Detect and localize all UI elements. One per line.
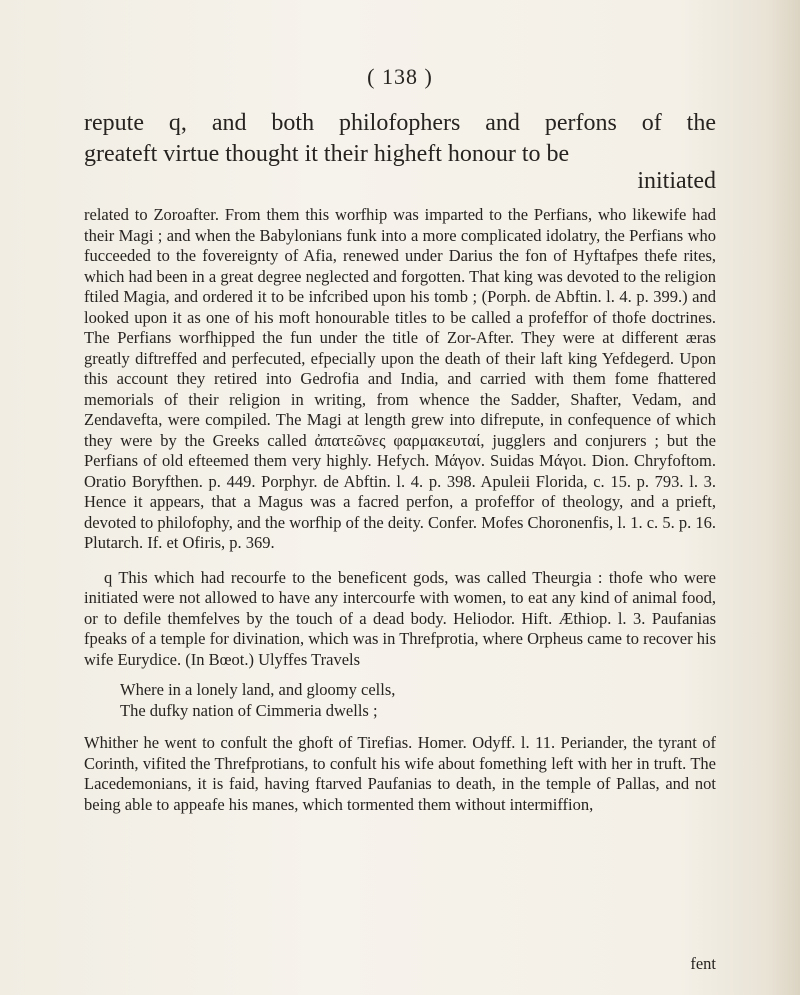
footnote-q: q This which had recourfe to the beneficent gods, was called Theurgia : thofe who were initiated were not allowed to have any intercourfe with women, to eat any kind of animal food, or to defile themfelves by the touch of a dead body. Heliodor. Hift. Æthiop. l. 3. Paufanias fpeaks of a temple for divination, which was in Threfprotia, where Orpheus came to recover his wife Eurydice. (In Bœot.) Ulyffes Travels [84,567,716,669]
note-after-verse: Whither he went to confult the ghoft of Tirefias. Homer. Odyff. l. 11. Periander, the tyrant of Corinth, vifited the Threfprotians, to confult his wife about fomething left with her in truft. The Lacedemonians, it is faid, having ftarved Paufanias to death, in the temple of Pallas, and not being able to appeafe his manes, which tormented them without intermiffion, [84,733,716,814]
catchword-bottom: fent [690,954,716,973]
main-line-1: repute q, and both philofophers and perfons of the [84,110,716,136]
catchword-top: initiated [637,168,716,194]
verse-quotation [120,680,716,721]
page-number: ( 138 ) [367,64,433,89]
footnotes [84,205,716,815]
verse-line-2: The dufky nation of Cimmeria dwells ; [120,700,378,720]
verse-line-1: Where in a lonely land, and gloomy cells, [120,680,396,699]
note-continuation: related to Zoroafter. From them this worfhip was imparted to the Perfians, who likewife had their Magi ; and when the Babylonians funk into a more complicated idolatry, the Perfians who fucceeded to the fovereignty of Afia, renewed under Darius the fon of Hyftafpes thefe rites, which had been in a great degree neglected and forgotten. That king was devoted to the religion ftiled Magia, and ordered it to be infcribed upon his tomb ; (Porph. de Abftin. l. 4. p. 399.) and looked upon it as one of his moft honourable titles to be called a profeffor of thofe doctrines. The Perfians worfhipped the fun under the title of Zor-After. They were at different æras greatly diftreffed and perfecuted, efpecially upon the death of their laft king Yefdegerd. Upon this account they retired into Gedrofia and India, and carried with them fome fhattered memorials of their religion in writing, from whence the Sadder, Shafter, Vedam, and Zendavefta, were compiled. The Magi at length grew into difrepute, in confequence of which they were by the Greeks called ἀπατεῶνες φαρμακευταί, jugglers and conjurers ; but the Perfians of old efteemed them very highly. Hefych. Μάγον. Suidas Μάγοι. Dion. Chryfoftom. Oratio Boryfthen. p. 449. Porphyr. de Abftin. l. 4. p. 398. Apuleii Florida, c. 15. p. 793. l. 3. Hence it appears, that a Magus was a facred perfon, a profeffor of theology, and a prieft, devoted to philofophy, and the worfhip of the deity. Confer. Mofes Choronenfis, l. 1. c. 5. p. 16. Plutarch. If. et Ofiris, p. 369. [84,205,716,552]
main-line-2: greateft virtue thought it their higheft honour to be [84,141,570,167]
main-text [84,108,716,170]
